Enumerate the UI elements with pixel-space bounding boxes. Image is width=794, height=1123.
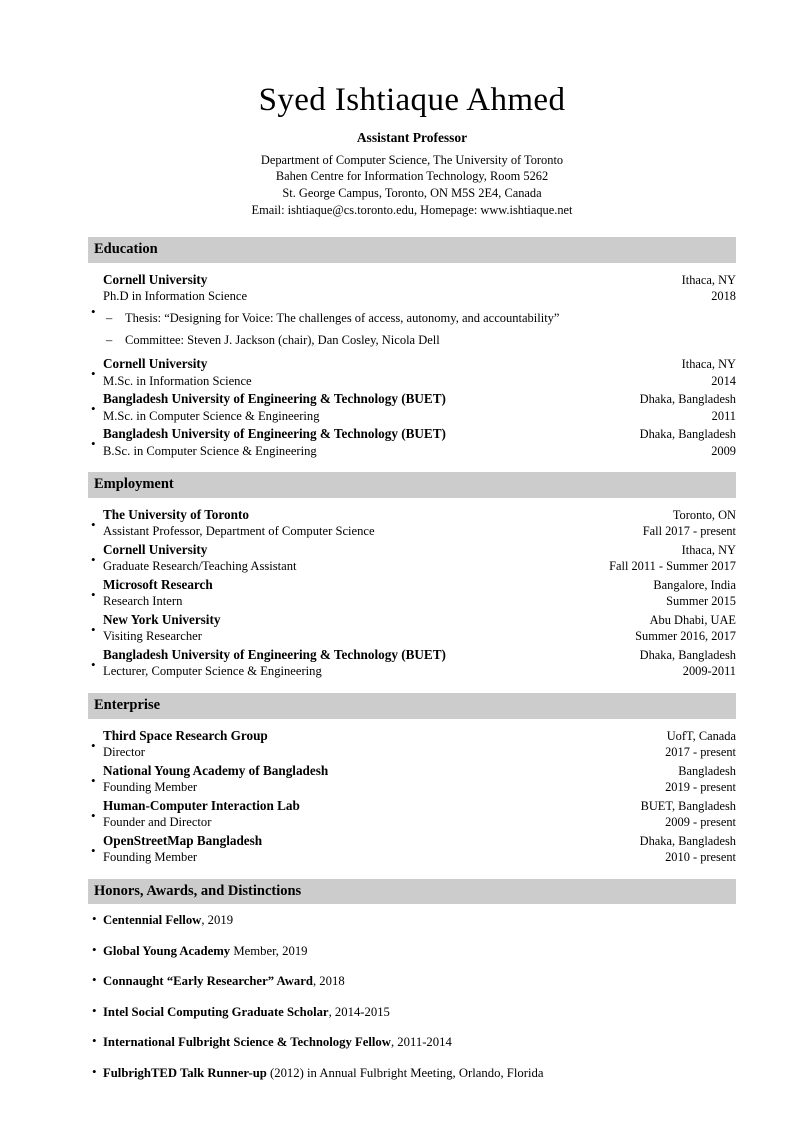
entry-date: 2017 - present (665, 745, 736, 760)
list-item (103, 332, 736, 349)
entry-sub-list (103, 310, 736, 350)
bullet-icon: • (91, 807, 96, 823)
entry-organization: Cornell University (103, 356, 208, 372)
bullet-icon: • (92, 1063, 97, 1079)
list-item (88, 943, 736, 960)
list-item (88, 762, 736, 796)
entry-location: Ithaca, NY (681, 357, 736, 372)
bullet-icon: • (91, 657, 96, 673)
dash-icon: – (106, 333, 113, 348)
entry-organization: Bangladesh University of Engineering & Technology (BUET) (103, 647, 446, 663)
honor-detail: (2012) in Annual Fulbright Meeting, Orlando, Florida (266, 1065, 544, 1080)
bullet-icon: • (91, 516, 96, 532)
entry-line-primary (103, 425, 736, 442)
entry-role: B.Sc. in Computer Science & Engineering (103, 443, 317, 458)
entry-line-secondary (103, 408, 736, 425)
entry-organization: Cornell University (103, 271, 208, 287)
entry-organization: New York University (103, 612, 221, 628)
entry-role: Ph.D in Information Science (103, 288, 248, 303)
entry-organization: Cornell University (103, 541, 208, 557)
contact-line-address: St. George Campus, Toronto, ON M5S 2E4, Canada (282, 186, 542, 201)
page-title: Syed Ishtiaque Ahmed (258, 82, 566, 118)
list-item (88, 576, 736, 610)
job-title: Assistant Professor (356, 130, 468, 146)
cv-header (88, 0, 736, 219)
entry-organization: Human-Computer Interaction Lab (103, 797, 300, 813)
entry-location: Dhaka, Bangladesh (639, 833, 736, 848)
dash-icon: – (106, 310, 113, 325)
entry-line-secondary (103, 744, 736, 761)
entry-organization: Bangladesh University of Engineering & Technology (BUET) (103, 426, 446, 442)
bullet-icon: • (91, 587, 96, 602)
entry-location: Dhaka, Bangladesh (639, 427, 736, 442)
entry-date: 2014 (711, 373, 736, 388)
list-item (88, 425, 736, 459)
section-header-honors: Honors, Awards, and Distinctions (88, 879, 736, 905)
bullet-icon: • (91, 401, 96, 417)
list-item (88, 611, 736, 645)
honor-detail: , 2018 (312, 974, 345, 989)
list-item (88, 912, 736, 929)
entry-line-secondary (103, 288, 736, 305)
honor-title: Global Young Academy (103, 943, 231, 958)
entry-organization: Microsoft Research (103, 576, 213, 592)
entry-role: Assistant Professor, Department of Computer Science (103, 524, 375, 539)
list-item (88, 1065, 736, 1082)
list-item (88, 832, 736, 866)
entry-line-secondary (103, 628, 736, 645)
entry-location: Dhaka, Bangladesh (639, 648, 736, 663)
entry-date: Fall 2011 - Summer 2017 (609, 559, 736, 574)
bullet-icon: • (91, 737, 96, 753)
entry-location: UofT, Canada (666, 728, 736, 743)
entry-role: Founding Member (103, 850, 198, 865)
cv-page (88, 0, 736, 1095)
entry-role: Founding Member (103, 780, 198, 795)
entry-date: Summer 2016, 2017 (635, 629, 736, 644)
entry-date: Summer 2015 (666, 594, 736, 609)
entry-location: BUET, Bangladesh (640, 798, 736, 813)
list-item (88, 1004, 736, 1021)
list-item (88, 271, 736, 350)
entry-role: Director (103, 745, 145, 760)
section-header-education: Education (88, 237, 736, 263)
section-header-enterprise: Enterprise (88, 693, 736, 719)
honor-detail: Member, 2019 (230, 943, 308, 958)
entry-date: 2009 - present (665, 815, 736, 830)
entry-line-secondary (103, 443, 736, 460)
entry-role: Research Intern (103, 594, 183, 609)
list-item (88, 797, 736, 831)
entry-role: Founder and Director (103, 815, 212, 830)
entry-line-primary (103, 646, 736, 663)
entry-sub-text: Thesis: “Designing for Voice: The challenges of access, autonomy, and accountability” (125, 310, 560, 325)
list-item (88, 355, 736, 389)
entry-organization: Bangladesh University of Engineering & Technology (BUET) (103, 391, 446, 407)
entry-organization: The University of Toronto (103, 506, 249, 522)
entry-location: Bangalore, India (653, 577, 736, 592)
entry-date: 2019 - present (665, 780, 736, 795)
entry-organization: OpenStreetMap Bangladesh (103, 832, 263, 848)
entry-location: Abu Dhabi, UAE (649, 613, 736, 628)
honors-list (88, 912, 736, 1081)
entry-line-primary (103, 576, 736, 593)
employment-entry-list (88, 506, 736, 680)
entry-date: Fall 2017 - present (642, 524, 736, 539)
entry-line-primary (103, 355, 736, 372)
honor-title: Centennial Fellow (103, 913, 202, 928)
entry-location: Bangladesh (678, 763, 736, 778)
entry-line-secondary (103, 779, 736, 796)
entry-organization: National Young Academy of Bangladesh (103, 762, 329, 778)
entry-location: Dhaka, Bangladesh (639, 392, 736, 407)
entry-location: Ithaca, NY (681, 272, 736, 287)
contact-line-department: Department of Computer Science, The University of Toronto (260, 152, 564, 167)
list-item (88, 390, 736, 424)
entry-date: 2018 (711, 288, 736, 303)
entry-role: Lecturer, Computer Science & Engineering (103, 664, 322, 679)
entry-line-secondary (103, 663, 736, 680)
list-item (88, 973, 736, 990)
entry-date: 2010 - present (665, 850, 736, 865)
entry-line-primary (103, 727, 736, 744)
list-item (88, 727, 736, 761)
entry-line-primary (103, 832, 736, 849)
bullet-icon: • (92, 1002, 97, 1018)
bullet-icon: • (91, 622, 96, 638)
list-item (88, 541, 736, 575)
bullet-icon: • (92, 941, 97, 957)
bullet-icon: • (91, 551, 96, 567)
entry-location: Ithaca, NY (681, 542, 736, 557)
list-item (88, 646, 736, 680)
honor-title: Intel Social Computing Graduate Scholar (103, 1004, 329, 1019)
list-item (88, 1034, 736, 1051)
entry-line-secondary (103, 373, 736, 390)
bullet-icon: • (91, 842, 96, 858)
bullet-icon: • (91, 772, 96, 788)
honor-detail: , 2011-2014 (390, 1035, 452, 1050)
contact-line-email-homepage: Email: ishtiaque@cs.toronto.edu, Homepage: www.ishtiaque.net (251, 203, 573, 218)
entry-line-primary (103, 797, 736, 814)
entry-location: Toronto, ON (672, 507, 736, 522)
entry-line-primary (103, 611, 736, 628)
honor-detail: , 2014-2015 (328, 1004, 390, 1019)
bullet-icon: • (92, 972, 97, 988)
education-entry-list (88, 271, 736, 460)
entry-line-primary (103, 390, 736, 407)
entry-sub-text: Committee: Steven J. Jackson (chair), Dan Cosley, Nicola Dell (125, 333, 440, 348)
entry-role: M.Sc. in Information Science (103, 373, 252, 388)
entry-line-secondary (103, 814, 736, 831)
entry-line-secondary (103, 593, 736, 610)
entry-line-primary (103, 506, 736, 523)
section-header-employment: Employment (88, 472, 736, 498)
entry-line-secondary (103, 558, 736, 575)
entry-date: 2009 (711, 443, 736, 458)
entry-line-primary (103, 271, 736, 288)
bullet-icon: • (92, 911, 97, 927)
entry-role: M.Sc. in Computer Science & Engineering (103, 408, 320, 423)
honor-detail: , 2019 (201, 913, 234, 928)
entry-organization: Third Space Research Group (103, 727, 268, 743)
contact-line-building: Bahen Centre for Information Technology, Room 5262 (275, 169, 549, 184)
entry-line-primary (103, 541, 736, 558)
entry-line-secondary (103, 849, 736, 866)
entry-line-primary (103, 762, 736, 779)
entry-line-secondary (103, 523, 736, 540)
honor-title: FulbrighTED Talk Runner-up (103, 1065, 267, 1080)
entry-role: Visiting Researcher (103, 629, 202, 644)
entry-role: Graduate Research/Teaching Assistant (103, 559, 297, 574)
list-item (88, 506, 736, 540)
honor-title: International Fulbright Science & Technology Fellow (103, 1035, 391, 1050)
bullet-icon: • (91, 436, 96, 452)
enterprise-entry-list (88, 727, 736, 866)
honor-title: Connaught “Early Researcher” Award (103, 974, 313, 989)
list-item (103, 310, 736, 327)
entry-date: 2011 (711, 408, 736, 423)
bullet-icon: • (92, 1033, 97, 1049)
bullet-icon: • (91, 366, 96, 382)
bullet-icon: • (91, 303, 96, 319)
entry-date: 2009-2011 (682, 664, 736, 679)
